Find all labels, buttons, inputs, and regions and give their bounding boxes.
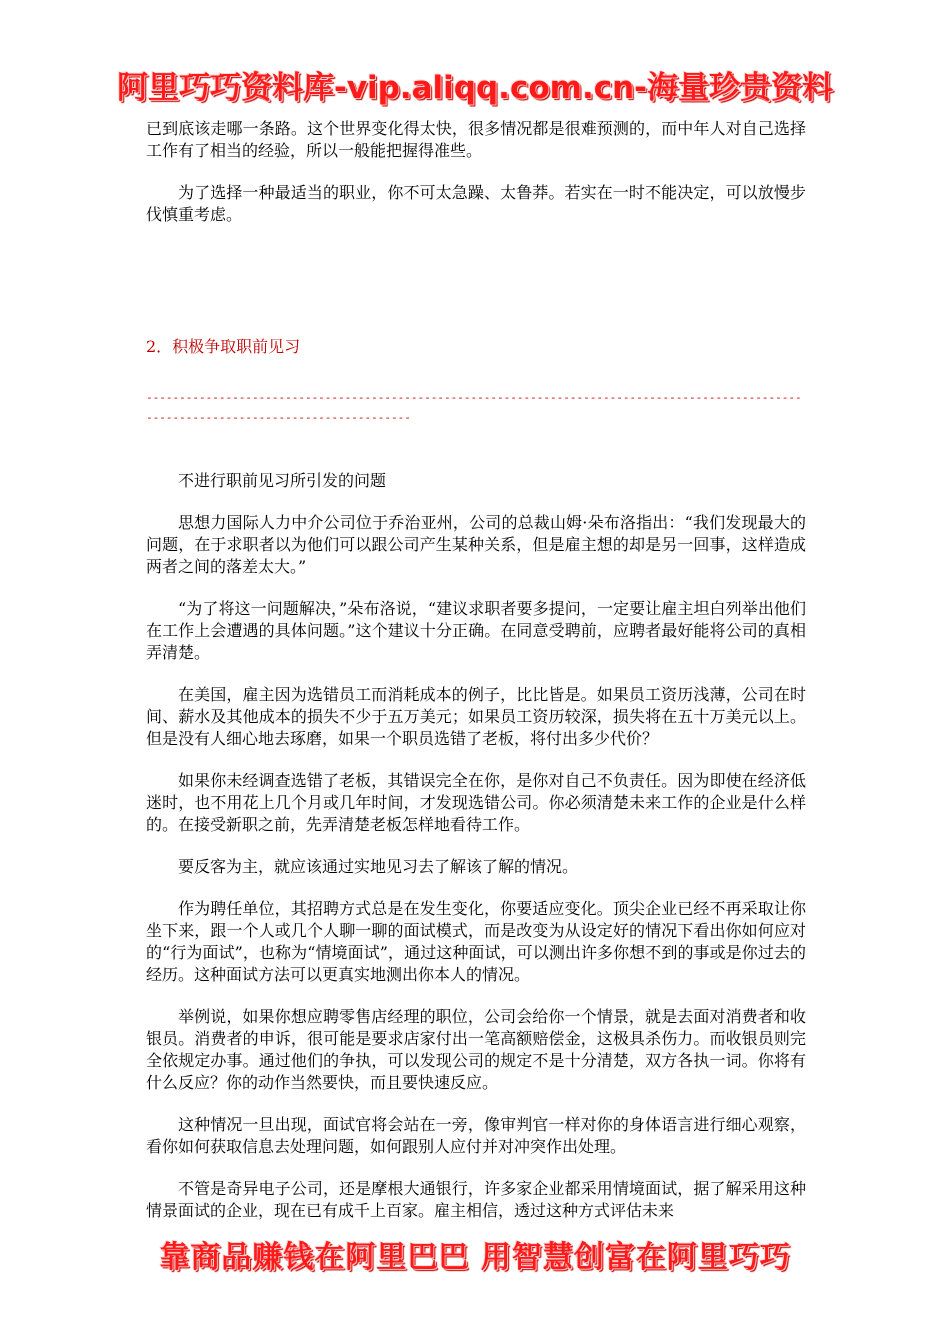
paragraph: 已到底该走哪一条路。这个世界变化得太快，很多情况都是很难预测的，而中年人对自己选择工作有了相当的经验，所以一般能把握得准些。 (146, 119, 806, 160)
paragraph: 要反客为主，就应该通过实地见习去了解该了解的情况。 (178, 857, 579, 876)
paragraph: “为了将这一问题解决，”朵布洛说，“建议求职者要多提问，一定要让雇主坦白列举出他们在工作上会遭遇的具体问题。”这个建议十分正确。在同意受聘前，应聘者最好能将公司的真相弄清楚。 (146, 599, 806, 662)
top-banner: 阿里巧巧资料库-vip.aliqq.com.cn-海量珍贵资料 (116, 70, 834, 106)
section-heading: 2．积极争取职前见习 (146, 337, 301, 356)
paragraph: 思想力国际人力中介公司位于乔治亚州，公司的总裁山姆·朵布洛指出：“我们发现最大的问题，在于求职者以为他们可以跟公司产生某种关系，但是雇主想的却是另一回事，这样造成两者之间的落差太大。” (146, 513, 806, 576)
paragraph: 不管是奇异电子公司，还是摩根大通银行，许多家企业都采用情境面试，据了解采用这种情景面试的企业，现在已有成千上百家。雇主相信，透过这种方式评估未来 (146, 1179, 806, 1220)
paragraph: 举例说，如果你想应聘零售店经理的职位，公司会给你一个情景，就是去面对消费者和收银员。消费者的申诉，很可能是要求店家付出一笔高额赔偿金，这极具杀伤力。而收银员则完全依规定办事。通过他们的争执，可以发现公司的规定不是十分清楚，双方各执一词。你将有什么反应？你的动作当然要快，而且要快速反应。 (146, 1007, 806, 1092)
paragraph: 如果你未经调查选错了老板，其错误完全在你，是你对自己不负责任。因为即使在经济低迷时，也不用花上几个月或几年时间，才发现选错公司。你必须清楚未来工作的企业是什么样的。在接受新职之前，先弄清楚老板怎样地看待工作。 (146, 771, 806, 834)
paragraph: 作为聘任单位，其招聘方式总是在发生变化，你要适应变化。顶尖企业已经不再采取让你坐下来，跟一个人或几个人聊一聊的面试模式，而是改变为从设定好的情况下看出你如何应对的“行为面试”，也称为“情境面试”，通过这种面试，可以测出许多你想不到的事或是你过去的经历。这种面试方法可以更真实地测出你本人的情况。 (146, 899, 806, 984)
subheading: 不进行职前见习所引发的问题 (178, 471, 387, 490)
paragraph: 这种情况一旦出现，面试官将会站在一旁，像审判官一样对你的身体语言进行细心观察，看你如何获取信息去处理问题，如何跟别人应付并对冲突作出处理。 (146, 1115, 806, 1156)
divider-line: ------------------------------------------------------------------------------------------------------------------------------------------- (146, 391, 802, 424)
paragraph: 在美国，雇主因为选错员工而消耗成本的例子，比比皆是。如果员工资历浅薄，公司在时间、薪水及其他成本的损失不少于五万美元；如果员工资历较深，损失将在五十万美元以上。但是没有人细心地去琢磨，如果一个职员选错了老板，将付出多少代价？ (146, 685, 806, 748)
paragraph: 为了选择一种最适当的职业，你不可太急躁、太鲁莽。若实在一时不能决定，可以放慢步伐慎重考虑。 (146, 183, 806, 224)
document-body (146, 118, 806, 1242)
bottom-banner: 靠商品赚钱在阿里巴巴 用智慧创富在阿里巧巧 (159, 1240, 791, 1275)
